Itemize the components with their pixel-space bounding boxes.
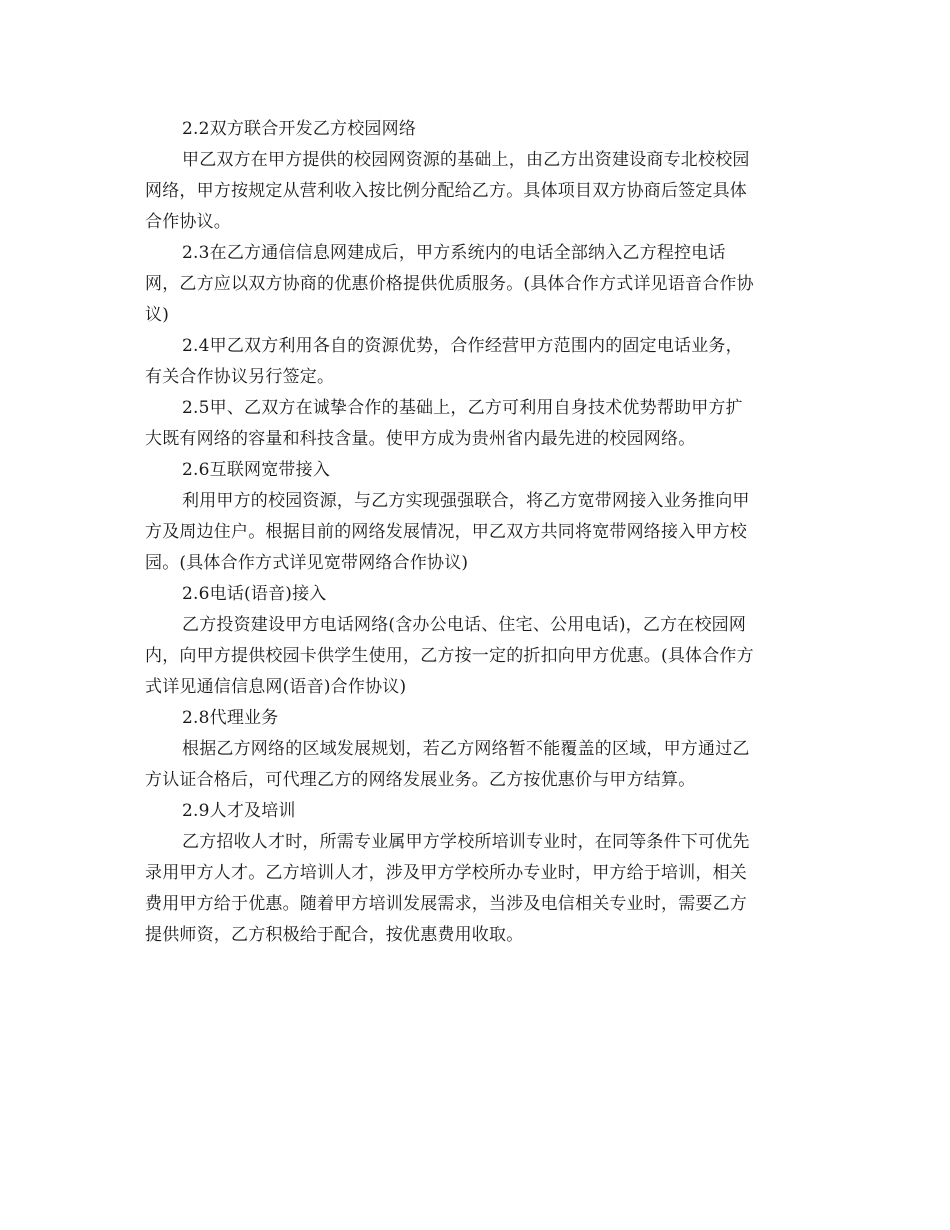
- document-line: 2.6电话(语音)接入: [182, 584, 327, 604]
- document-line: 甲乙双方在甲方提供的校园网资源的基础上，由乙方出资建设商专北校校园: [182, 150, 750, 170]
- document-line: 根据乙方网络的区域发展规划，若乙方网络暂不能覆盖的区域，甲方通过乙: [182, 739, 750, 759]
- document-line: 园。(具体合作方式详见宽带网络合作协议): [145, 553, 469, 573]
- document-line: 2.3在乙方通信信息网建成后，甲方系统内的电话全部纳入乙方程控电话: [182, 243, 726, 263]
- document-line: 费用甲方给于优惠。随着甲方培训发展需求，当涉及电信相关专业时，需要乙方: [145, 894, 747, 914]
- document-line: 合作协议。: [145, 212, 231, 232]
- document-line: 有关合作协议另行签定。: [145, 367, 335, 387]
- document-line: 式详见通信信息网(语音)合作协议): [145, 677, 407, 697]
- document-line: 2.4甲乙双方利用各自的资源优势，合作经营甲方范围内的固定电话业务，: [182, 336, 743, 356]
- document-line: 方及周边住户。根据目前的网络发展情况，甲乙双方共同将宽带网络接入甲方校: [145, 522, 747, 542]
- document-line: 提供师资，乙方积极给于配合，按优惠费用收取。: [145, 925, 524, 945]
- document-line: 乙方招收人才时，所需专业属甲方学校所培训专业时，在同等条件下可优先: [182, 832, 750, 852]
- document-line: 网络，甲方按规定从营利收入按比例分配给乙方。具体项目双方协商后签定具体: [145, 181, 747, 201]
- document-line: 2.8代理业务: [182, 708, 279, 728]
- document-line: 内，向甲方提供校园卡供学生使用，乙方按一定的折扣向甲方优惠。(具体合作方: [145, 646, 754, 666]
- document-line: 2.5甲、乙双方在诚挚合作的基础上，乙方可利用自身技术优势帮助甲方扩: [182, 398, 743, 418]
- document-line: 2.2双方联合开发乙方校园网络: [182, 119, 417, 139]
- document-line: 录用甲方人才。乙方培训人才，涉及甲方学校所办专业时，甲方给于培训，相关: [145, 863, 747, 883]
- document-line: 方认证合格后，可代理乙方的网络发展业务。乙方按优惠价与甲方结算。: [145, 770, 696, 790]
- document-line: 2.6互联网宽带接入: [182, 460, 331, 480]
- document-line: 网，乙方应以双方协商的优惠价格提供优质服务。(具体合作方式详见语音合作协: [145, 274, 754, 294]
- document-line: 乙方投资建设甲方电话网络(含办公电话、住宅、公用电话)，乙方在校园网: [182, 615, 747, 635]
- document-line: 大既有网络的容量和科技含量。使甲方成为贵州省内最先进的校园网络。: [145, 429, 696, 449]
- document-body: [145, 114, 815, 951]
- document-line: 利用甲方的校园资源，与乙方实现强强联合，将乙方宽带网接入业务推向甲: [182, 491, 750, 511]
- document-line: 议): [145, 305, 170, 325]
- document-line: 2.9人才及培训: [182, 801, 296, 821]
